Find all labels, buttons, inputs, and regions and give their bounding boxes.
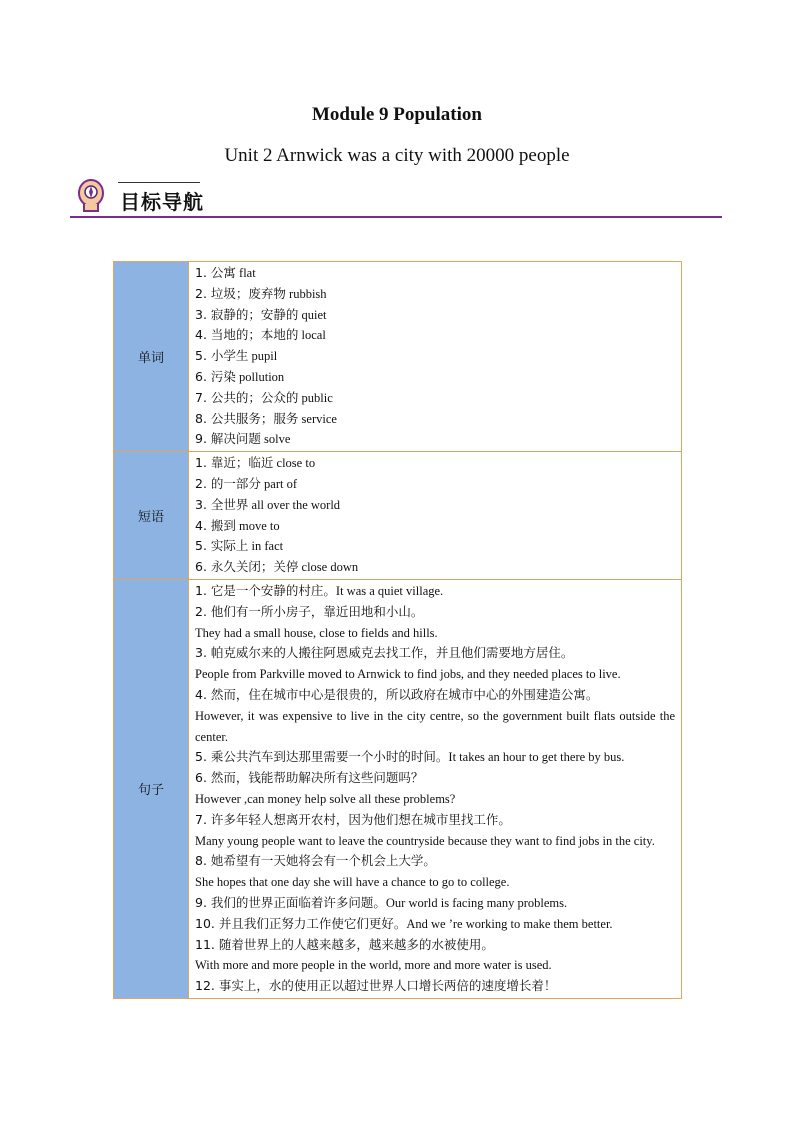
phrases-item	[195, 516, 675, 537]
sentences-item	[195, 747, 675, 768]
heading-top-line	[118, 182, 200, 183]
sentences-item-chinese: 1. 它是一个安静的村庄。	[195, 582, 336, 598]
words-item-english: solve	[260, 432, 291, 447]
sentences-item-chinese: 2. 他们有一所小房子，靠近田地和小山。	[195, 603, 424, 619]
words-item-english: rubbish	[285, 286, 327, 301]
words-item-english: quiet	[298, 307, 327, 322]
sentences-item-english: She hopes that one day she will have a chance to go to college.	[195, 875, 510, 890]
heading-rule	[70, 216, 722, 218]
sentences-item	[195, 789, 675, 810]
phrases-row	[114, 452, 682, 580]
phrases-item-chinese: 2. 的一部分	[195, 475, 261, 491]
words-item	[195, 346, 675, 367]
phrases-item-chinese: 3. 全世界	[195, 496, 249, 512]
words-item	[195, 367, 675, 388]
words-item-chinese: 8. 公共服务；服务	[195, 410, 299, 426]
sentences-item-chinese: 8. 她希望有一天她将会有一个机会上大学。	[195, 853, 436, 869]
phrases-item-chinese: 4. 搬到	[195, 517, 236, 533]
sentences-item-chinese: 10. 并且我们正努力工作使它们更好。	[195, 915, 407, 931]
sentences-item-english: With more and more people in the world, more and more water is used.	[195, 958, 552, 973]
sentences-item-english: It was a quiet village.	[335, 583, 444, 598]
sentences-item	[195, 664, 675, 685]
sentences-item	[195, 872, 675, 893]
sentences-item-chinese: 11. 随着世界上的人越来越多，越来越多的水被使用。	[195, 936, 494, 952]
words-item	[195, 263, 675, 284]
sentences-item-english: However ,can money help solve all these problems?	[195, 791, 456, 806]
sentences-item	[195, 685, 675, 706]
phrases-item-english: in fact	[248, 539, 284, 554]
words-item-english: public	[298, 390, 333, 405]
sentences-item-english: It takes an hour to get there by bus.	[448, 750, 625, 765]
unit-subtitle: Unit 2 Arnwick was a city with 20000 people	[224, 145, 570, 166]
sentences-list	[189, 579, 682, 998]
words-item	[195, 305, 675, 326]
sentences-item	[195, 706, 675, 748]
sentences-item	[195, 602, 675, 623]
words-item-english: local	[298, 328, 326, 343]
phrases-item-english: close down	[298, 560, 359, 575]
sentences-item	[195, 831, 675, 852]
sentences-item-chinese: 5. 乘公共汽车到达那里需要一个小时的时间。	[195, 749, 449, 765]
phrases-item	[195, 495, 675, 516]
phrases-item-english: part of	[260, 476, 298, 491]
words-item-english: pollution	[235, 369, 285, 384]
module-title: Module 9 Population	[312, 104, 482, 125]
sentences-item-english: And we ’re working to make them better.	[406, 916, 613, 931]
phrases-item-english: close to	[273, 456, 316, 471]
words-item-chinese: 4. 当地的；本地的	[195, 327, 299, 343]
sentences-item-english: Our world is facing many problems.	[385, 895, 568, 910]
words-item-chinese: 7. 公共的；公众的	[195, 389, 299, 405]
words-item	[195, 429, 675, 450]
words-item-chinese: 3. 寂静的；安静的	[195, 306, 299, 322]
phrases-item-english: all over the world	[248, 497, 341, 512]
words-item-chinese: 6. 污染	[195, 368, 236, 384]
sentences-item	[195, 914, 675, 935]
sentences-item-english: Many young people want to leave the countryside because they want to find jobs in the city.	[195, 833, 655, 848]
words-item-chinese: 2. 垃圾；废弃物	[195, 285, 286, 301]
phrases-item	[195, 557, 675, 578]
category-cell-sentences: 句子	[114, 579, 189, 998]
sentences-item	[195, 955, 675, 976]
sentences-item	[195, 581, 675, 602]
words-item-chinese: 5. 小学生	[195, 348, 249, 364]
sentences-item	[195, 810, 675, 831]
phrases-item	[195, 474, 675, 495]
sentences-item-chinese: 7. 许多年轻人想离开农村，因为他们想在城市里找工作。	[195, 811, 511, 827]
sentences-item-english: However, it was expensive to live in the city centre, so the government built flats outside the center.	[195, 708, 675, 744]
sentences-item-chinese: 4. 然而，住在城市中心是很贵的，所以政府在城市中心的外围建造公寓。	[195, 686, 599, 702]
section-heading: 目标导航	[120, 190, 204, 214]
words-item	[195, 325, 675, 346]
sentences-item-english: People from Parkville moved to Arnwick to find jobs, and they needed places to live.	[195, 667, 621, 682]
sentences-item-chinese: 3. 帕克威尔来的人搬往阿恩威克去找工作，并且他们需要地方居住。	[195, 645, 574, 661]
sentences-item	[195, 623, 675, 644]
category-cell-words: 单词	[114, 262, 189, 452]
phrases-item	[195, 453, 675, 474]
words-item	[195, 284, 675, 305]
sentences-row	[114, 579, 682, 998]
words-list	[189, 262, 682, 452]
sentences-item-chinese: 12. 事实上，水的使用正以超过世界人口增长两倍的速度增长着！	[195, 978, 557, 994]
words-item-chinese: 1. 公寓	[195, 265, 236, 280]
category-cell-phrases: 短语	[114, 452, 189, 580]
compass-head-icon	[76, 178, 106, 212]
words-item-chinese: 9. 解决问题	[195, 431, 261, 447]
phrases-item-chinese: 1. 靠近；临近	[195, 455, 274, 471]
sentences-item-english: They had a small house, close to fields and hills.	[195, 625, 438, 640]
vocabulary-table	[113, 261, 682, 999]
words-row	[114, 262, 682, 452]
words-item	[195, 409, 675, 430]
sentences-item-chinese: 9. 我们的世界正面临着许多问题。	[195, 894, 386, 910]
sentences-item-chinese: 6. 然而，钱能帮助解决所有这些问题吗？	[195, 770, 424, 786]
phrases-item-english: move to	[235, 518, 280, 533]
sentences-item	[195, 851, 675, 872]
words-item	[195, 388, 675, 409]
sentences-item	[195, 935, 675, 956]
words-item-english: flat	[235, 266, 256, 280]
phrases-list	[189, 452, 682, 580]
phrases-item	[195, 536, 675, 557]
sentences-item	[195, 768, 675, 789]
words-item-english: service	[298, 411, 337, 426]
phrases-item-chinese: 6. 永久关闭；关停	[195, 559, 299, 575]
sentences-item	[195, 643, 675, 664]
sentences-item	[195, 976, 675, 997]
words-item-english: pupil	[248, 349, 278, 364]
sentences-item	[195, 893, 675, 914]
phrases-item-chinese: 5. 实际上	[195, 538, 249, 554]
